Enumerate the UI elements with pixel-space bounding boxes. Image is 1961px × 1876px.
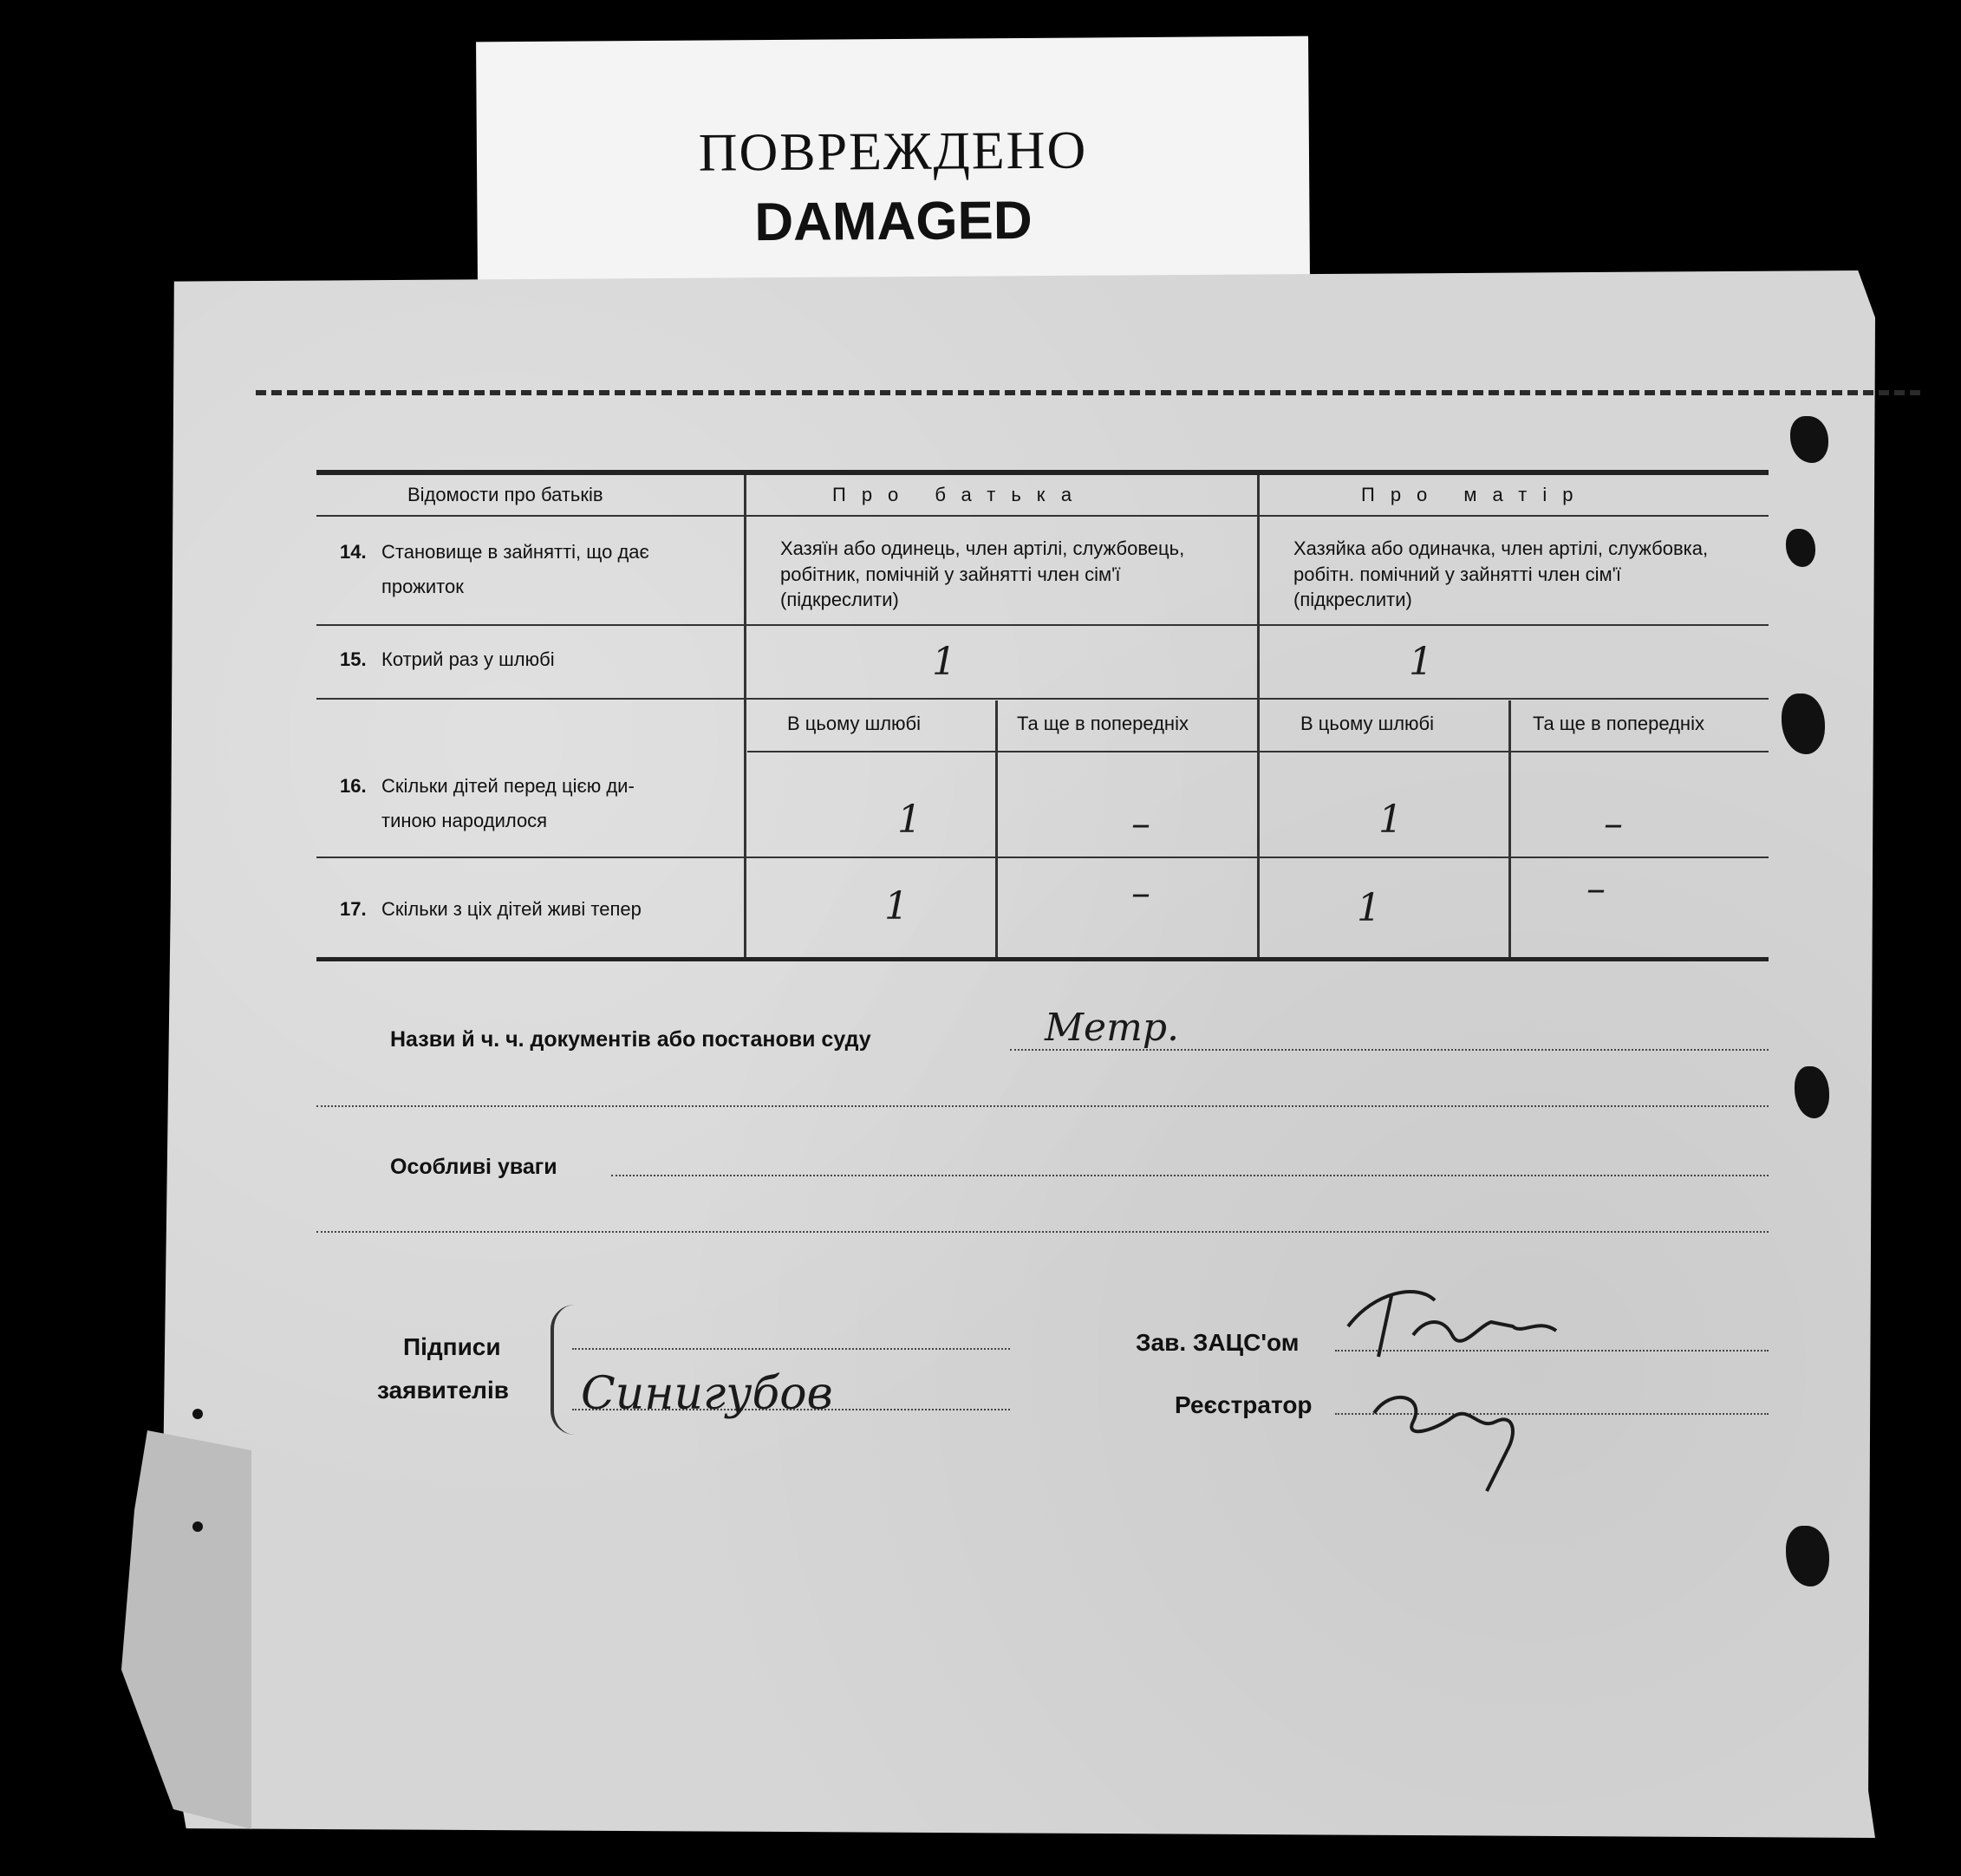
table-col-divider [995, 700, 998, 957]
damaged-label-card [476, 36, 1310, 281]
nail-hole [192, 1409, 203, 1419]
registrar-label: Реєстратор [1175, 1391, 1313, 1418]
table-bottom-rule [316, 957, 1769, 961]
remarks-line-2 [316, 1231, 1769, 1233]
row15-label: Котрий раз у шлюбі [381, 648, 555, 670]
applicant-line-1 [572, 1348, 1010, 1350]
row14-number: 14. [340, 541, 367, 563]
perforation-line [256, 390, 1920, 395]
row16-label-line1: Скільки дітей перед цією ди- [381, 775, 635, 797]
damaged-label-ua: ПОВРЕЖДЕНО [698, 121, 1088, 183]
table-col-divider [1508, 700, 1511, 957]
row17-label: Скільки з ціх дітей живі тепер [381, 898, 642, 920]
head-signature-mark [1339, 1274, 1565, 1370]
subheader-father-this: В цьому шлюбі [787, 713, 922, 734]
documents-value: Метр. [1045, 1006, 1179, 1050]
applicants-label-line1: Підписи [403, 1333, 501, 1360]
table-row-divider [316, 857, 1769, 858]
row14-label-line2: прожиток [381, 576, 464, 597]
damaged-label-en: DAMAGED [754, 190, 1033, 253]
header-mother: Про матір [1361, 484, 1589, 505]
row16-mother-prev: – [1604, 802, 1623, 846]
remarks-label: Особливі уваги [390, 1155, 557, 1179]
torn-edge [121, 1430, 251, 1829]
header-info-label: Відомости про батьків [407, 484, 603, 505]
applicant-signature: Синигубов [581, 1368, 833, 1420]
header-father: Про батька [832, 484, 1088, 505]
row16-father-prev: – [1131, 802, 1150, 846]
row15-mother-value: 1 [1409, 640, 1433, 684]
row14-mother-text: Хазяйка або одиначка, член артілі, службовка, робітн. помічний у зайнятті член сім'ї (підкреслити) [1293, 537, 1709, 611]
row14-label-line1: Становище в зайнятті, що дає [381, 541, 649, 563]
table-row-divider [316, 515, 1769, 517]
remarks-line [611, 1175, 1769, 1176]
registrar-signature-mark [1365, 1378, 1556, 1500]
row16-father-this: 1 [897, 798, 922, 842]
head-label: Зав. ЗАЦС'ом [1136, 1329, 1300, 1356]
row17-number: 17. [340, 898, 367, 920]
applicants-label-line2: заявителів [377, 1377, 509, 1404]
row17-father-this: 1 [884, 884, 909, 928]
table-col-divider [1257, 475, 1260, 957]
row16-mother-this: 1 [1378, 798, 1403, 842]
table-col-divider [744, 475, 746, 957]
row14-father-text: Хазяїн або одинець, член артілі, службовець, робітник, помічній у зайнятті член сім'ї (підкреслити) [780, 537, 1185, 611]
subheader-mother-prev: Та ще в попередніх [1533, 713, 1704, 734]
row16-number: 16. [340, 775, 367, 797]
subheader-father-prev: Та ще в попередніх [1017, 713, 1189, 734]
table-row-divider [747, 751, 1769, 752]
row15-number: 15. [340, 648, 367, 670]
table-row-divider [316, 698, 1769, 700]
signatures-brace [551, 1305, 575, 1435]
row17-mother-prev: – [1586, 867, 1606, 911]
row15-father-value: 1 [932, 640, 956, 684]
row17-mother-this: 1 [1357, 886, 1381, 930]
row17-father-prev: – [1131, 871, 1150, 915]
subheader-mother-this: В цьому шлюбі [1300, 713, 1435, 734]
documents-line-2 [316, 1105, 1769, 1107]
nail-hole [192, 1521, 203, 1532]
documents-label: Назви й ч. ч. документів або постанови суду [390, 1027, 871, 1052]
row16-label-line2: тиною народилося [381, 810, 548, 831]
table-top-rule [316, 470, 1769, 475]
table-row-divider [316, 624, 1769, 626]
